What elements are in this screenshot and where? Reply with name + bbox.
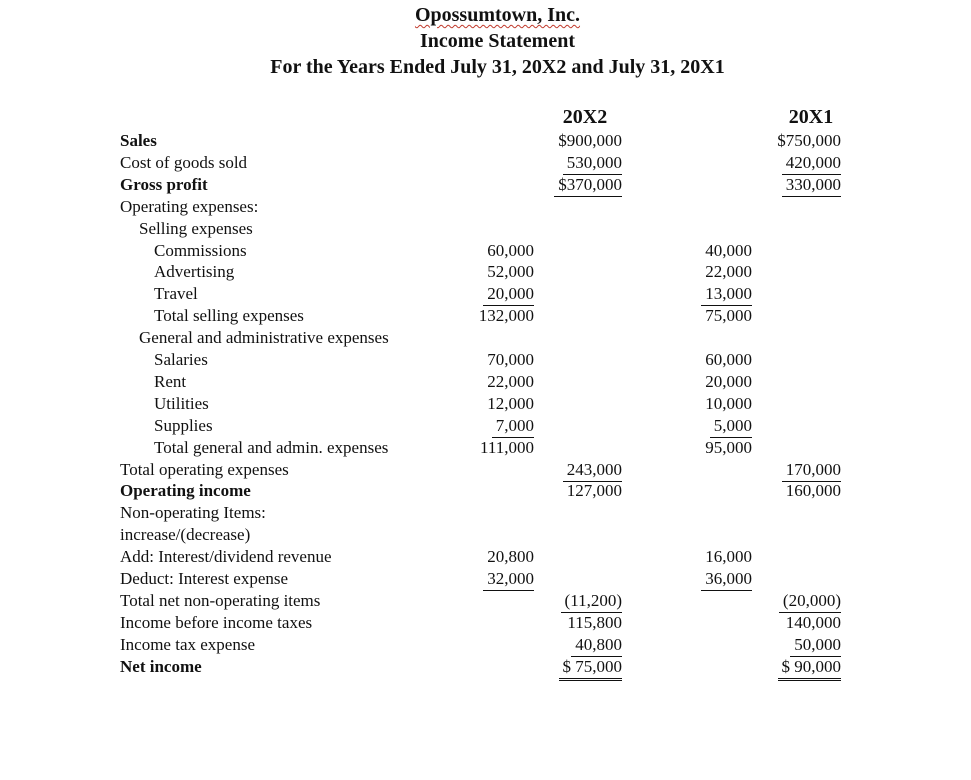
amount-x2-total: 127,000 — [566, 481, 622, 501]
amount-x2-total: $900,000 — [558, 131, 622, 150]
amount-x2-total: (11,200) — [561, 590, 622, 613]
line-item-label: Net income — [120, 656, 202, 676]
column-header-20x2: 20X2 — [562, 106, 608, 128]
amount-x2-total: 530,000 — [563, 152, 622, 175]
line-item-label: increase/(decrease) — [120, 525, 251, 545]
amount-x1-detail: 20,000 — [705, 371, 752, 391]
statement-row — [0, 480, 971, 502]
line-item-label: Deduct: Interest expense — [120, 569, 289, 588]
amount-x2-detail: 60,000 — [487, 240, 534, 260]
amount-x2-detail: 32,000 — [483, 568, 534, 591]
statement-row — [0, 502, 971, 524]
line-item-label: Rent — [154, 371, 187, 391]
company-name: Opossumtown, Inc. — [414, 4, 581, 26]
line-item-label: Operating income — [120, 481, 251, 501]
statement-row — [0, 240, 971, 262]
amount-x1-detail: 40,000 — [705, 240, 752, 260]
line-item-label: Total selling expenses — [154, 306, 304, 326]
line-item-label: General and administrative expenses — [139, 328, 389, 348]
amount-x2-detail: 111,000 — [480, 437, 534, 457]
statement-row — [0, 349, 971, 371]
statement-row — [0, 305, 971, 327]
amount-x1-detail: 5,000 — [710, 415, 752, 438]
amount-x1-total: 140,000 — [785, 612, 841, 632]
amount-x2-total: $370,000 — [554, 174, 622, 197]
statement-row — [0, 656, 971, 678]
statement-row — [0, 327, 971, 349]
amount-x2-detail: 132,000 — [478, 306, 534, 326]
line-item-label: Sales — [120, 131, 157, 150]
statement-row — [0, 393, 971, 415]
line-item-label: Travel — [154, 284, 198, 304]
statement-row — [0, 590, 971, 612]
statement-row — [0, 371, 971, 393]
amount-x1-total: 170,000 — [782, 459, 841, 482]
amount-x1-total: (20,000) — [779, 590, 841, 613]
amount-x1-detail: 36,000 — [701, 568, 752, 591]
statement-row — [0, 174, 971, 196]
statement-row — [0, 130, 971, 152]
amount-x1-detail: 75,000 — [705, 306, 752, 326]
amount-x2-detail: 7,000 — [492, 415, 534, 438]
line-item-label: Salaries — [154, 350, 208, 369]
statement-row — [0, 218, 971, 240]
line-item-label: Total net non-operating items — [120, 590, 321, 610]
amount-x2-total: 115,800 — [567, 612, 622, 632]
amount-x2-total: $ 75,000 — [559, 656, 623, 681]
statement-row — [0, 634, 971, 656]
line-item-label: Add: Interest/dividend revenue — [120, 547, 332, 567]
amount-x1-total: 420,000 — [782, 152, 841, 175]
amount-x1-total: 160,000 — [785, 481, 841, 501]
line-item-label: Commissions — [154, 240, 247, 260]
amount-x2-detail: 20,000 — [483, 283, 534, 306]
statement-row — [0, 415, 971, 437]
amount-x2-detail: 12,000 — [487, 393, 534, 413]
amount-x1-detail: 10,000 — [705, 393, 752, 413]
statement-row — [0, 283, 971, 305]
amount-x2-detail: 52,000 — [487, 262, 534, 282]
statement-row — [0, 568, 971, 590]
statement-row — [0, 524, 971, 546]
statement-row — [0, 546, 971, 568]
amount-x1-total: 50,000 — [790, 634, 841, 657]
line-item-label: Total general and admin. expenses — [154, 437, 389, 457]
amount-x1-total: $750,000 — [777, 131, 841, 150]
line-item-label: Income before income taxes — [120, 612, 313, 632]
line-item-label: Non-operating Items: — [120, 503, 266, 523]
statement-row — [0, 261, 971, 283]
line-item-label: Utilities — [154, 393, 209, 413]
line-item-label: Total operating expenses — [120, 459, 289, 479]
line-item-label: Income tax expense — [120, 634, 255, 654]
amount-x2-total: 243,000 — [563, 459, 622, 482]
statement-row — [0, 196, 971, 218]
amount-x1-detail: 60,000 — [705, 350, 752, 369]
amount-x2-detail: 70,000 — [487, 350, 534, 369]
statement-title: Income Statement — [420, 30, 575, 52]
amount-x2-total: 40,800 — [571, 634, 622, 657]
statement-row — [0, 612, 971, 634]
amount-x2-detail: 22,000 — [487, 371, 534, 391]
statement-row — [0, 152, 971, 174]
statement-row — [0, 437, 971, 459]
amount-x1-detail: 95,000 — [705, 437, 752, 457]
line-item-label: Selling expenses — [139, 218, 253, 238]
line-item-label: Advertising — [154, 262, 235, 282]
amount-x1-detail: 13,000 — [701, 283, 752, 306]
line-item-label: Gross profit — [120, 174, 208, 194]
amount-x1-detail: 22,000 — [705, 262, 752, 282]
statement-period: For the Years Ended July 31, 20X2 and July 31, 20X1 — [270, 56, 725, 78]
column-header-20x1: 20X1 — [788, 106, 834, 128]
amount-x2-detail: 20,800 — [487, 547, 534, 567]
statement-row — [0, 459, 971, 481]
line-item-label: Cost of goods sold — [120, 152, 248, 172]
line-item-label: Operating expenses: — [120, 196, 259, 216]
amount-x1-detail: 16,000 — [705, 547, 752, 567]
amount-x1-total: 330,000 — [782, 174, 841, 197]
line-item-label: Supplies — [154, 415, 213, 435]
amount-x1-total: $ 90,000 — [778, 656, 842, 681]
